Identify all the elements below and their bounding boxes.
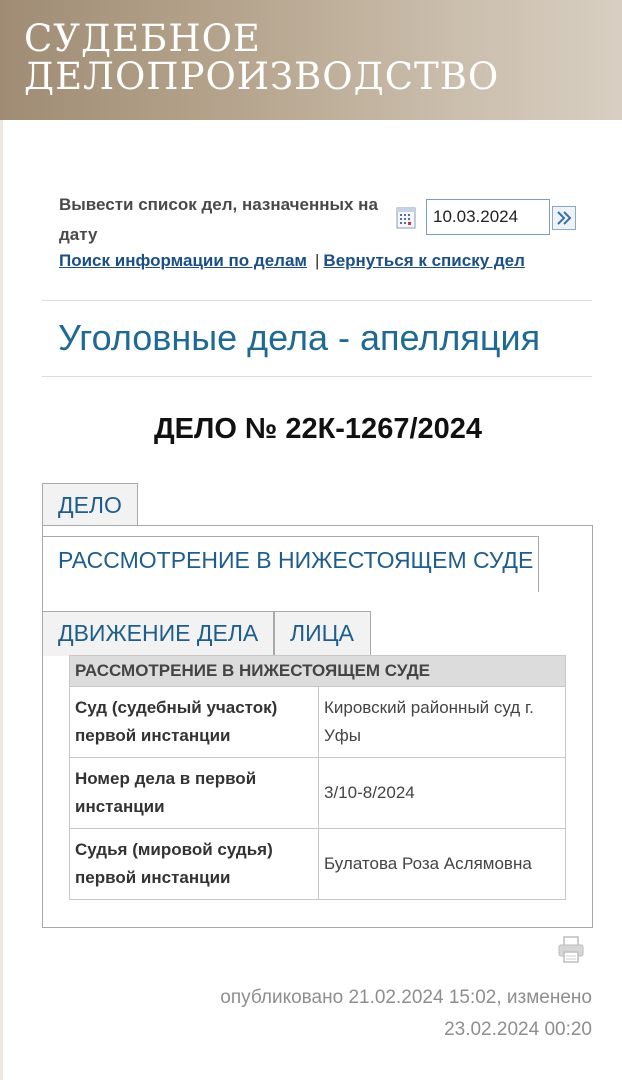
court-value: Кировский районный суд г. Уфы (319, 687, 566, 758)
date-filter-label: Вывести список дел, назначенных на дату (59, 195, 378, 244)
search-cases-link[interactable]: Поиск информации по делам (59, 251, 307, 270)
judge-label: Судья (мировой судья) первой инстанции (70, 829, 319, 900)
case-number: ДЕЛО № 22К-1267/2024 (153, 413, 483, 445)
tab-lower-court[interactable]: РАССМОТРЕНИЕ В НИЖЕСТОЯЩЕМ СУДЕ (42, 536, 539, 592)
site-title-line2: ДЕЛОПРОИЗВОДСТВО (24, 55, 500, 98)
back-to-list-link[interactable]: Вернуться к списку дел (323, 251, 525, 270)
first-instance-case-number-value: 3/10-8/2024 (319, 758, 566, 829)
date-input[interactable] (426, 199, 550, 235)
tab-persons[interactable]: ЛИЦА (274, 611, 371, 656)
site-title-line1: СУДЕБНОЕ (24, 17, 261, 60)
divider-bottom (42, 376, 592, 377)
lower-court-table (69, 655, 566, 900)
section-title: Уголовные дела - апелляция (58, 317, 541, 358)
table-row (70, 687, 566, 758)
first-instance-case-number-label: Номер дела в первой инстанции (70, 758, 319, 829)
court-label: Суд (судебный участок) первой инстанции (70, 687, 319, 758)
published-info: опубликовано 21.02.2024 15:02, изменено 23.02.2024 00:20 (220, 987, 592, 1040)
tab-case[interactable]: ДЕЛО (42, 483, 138, 526)
link-separator: | (315, 251, 320, 270)
tab-case-movement[interactable]: ДВИЖЕНИЕ ДЕЛА (42, 611, 274, 656)
table-row (70, 829, 566, 900)
printer-icon[interactable] (556, 935, 586, 965)
double-chevron-right-icon[interactable] (552, 206, 576, 230)
left-border (0, 120, 3, 1080)
divider-top (42, 300, 592, 301)
table-row (70, 758, 566, 829)
nav-links (59, 248, 525, 274)
judge-value: Булатова Роза Аслямовна (319, 829, 566, 900)
calendar-icon[interactable] (395, 207, 417, 229)
site-title (24, 17, 584, 98)
site-header (0, 0, 622, 120)
lower-court-table-header: РАССМОТРЕНИЕ В НИЖЕСТОЯЩЕМ СУДЕ (70, 656, 566, 687)
